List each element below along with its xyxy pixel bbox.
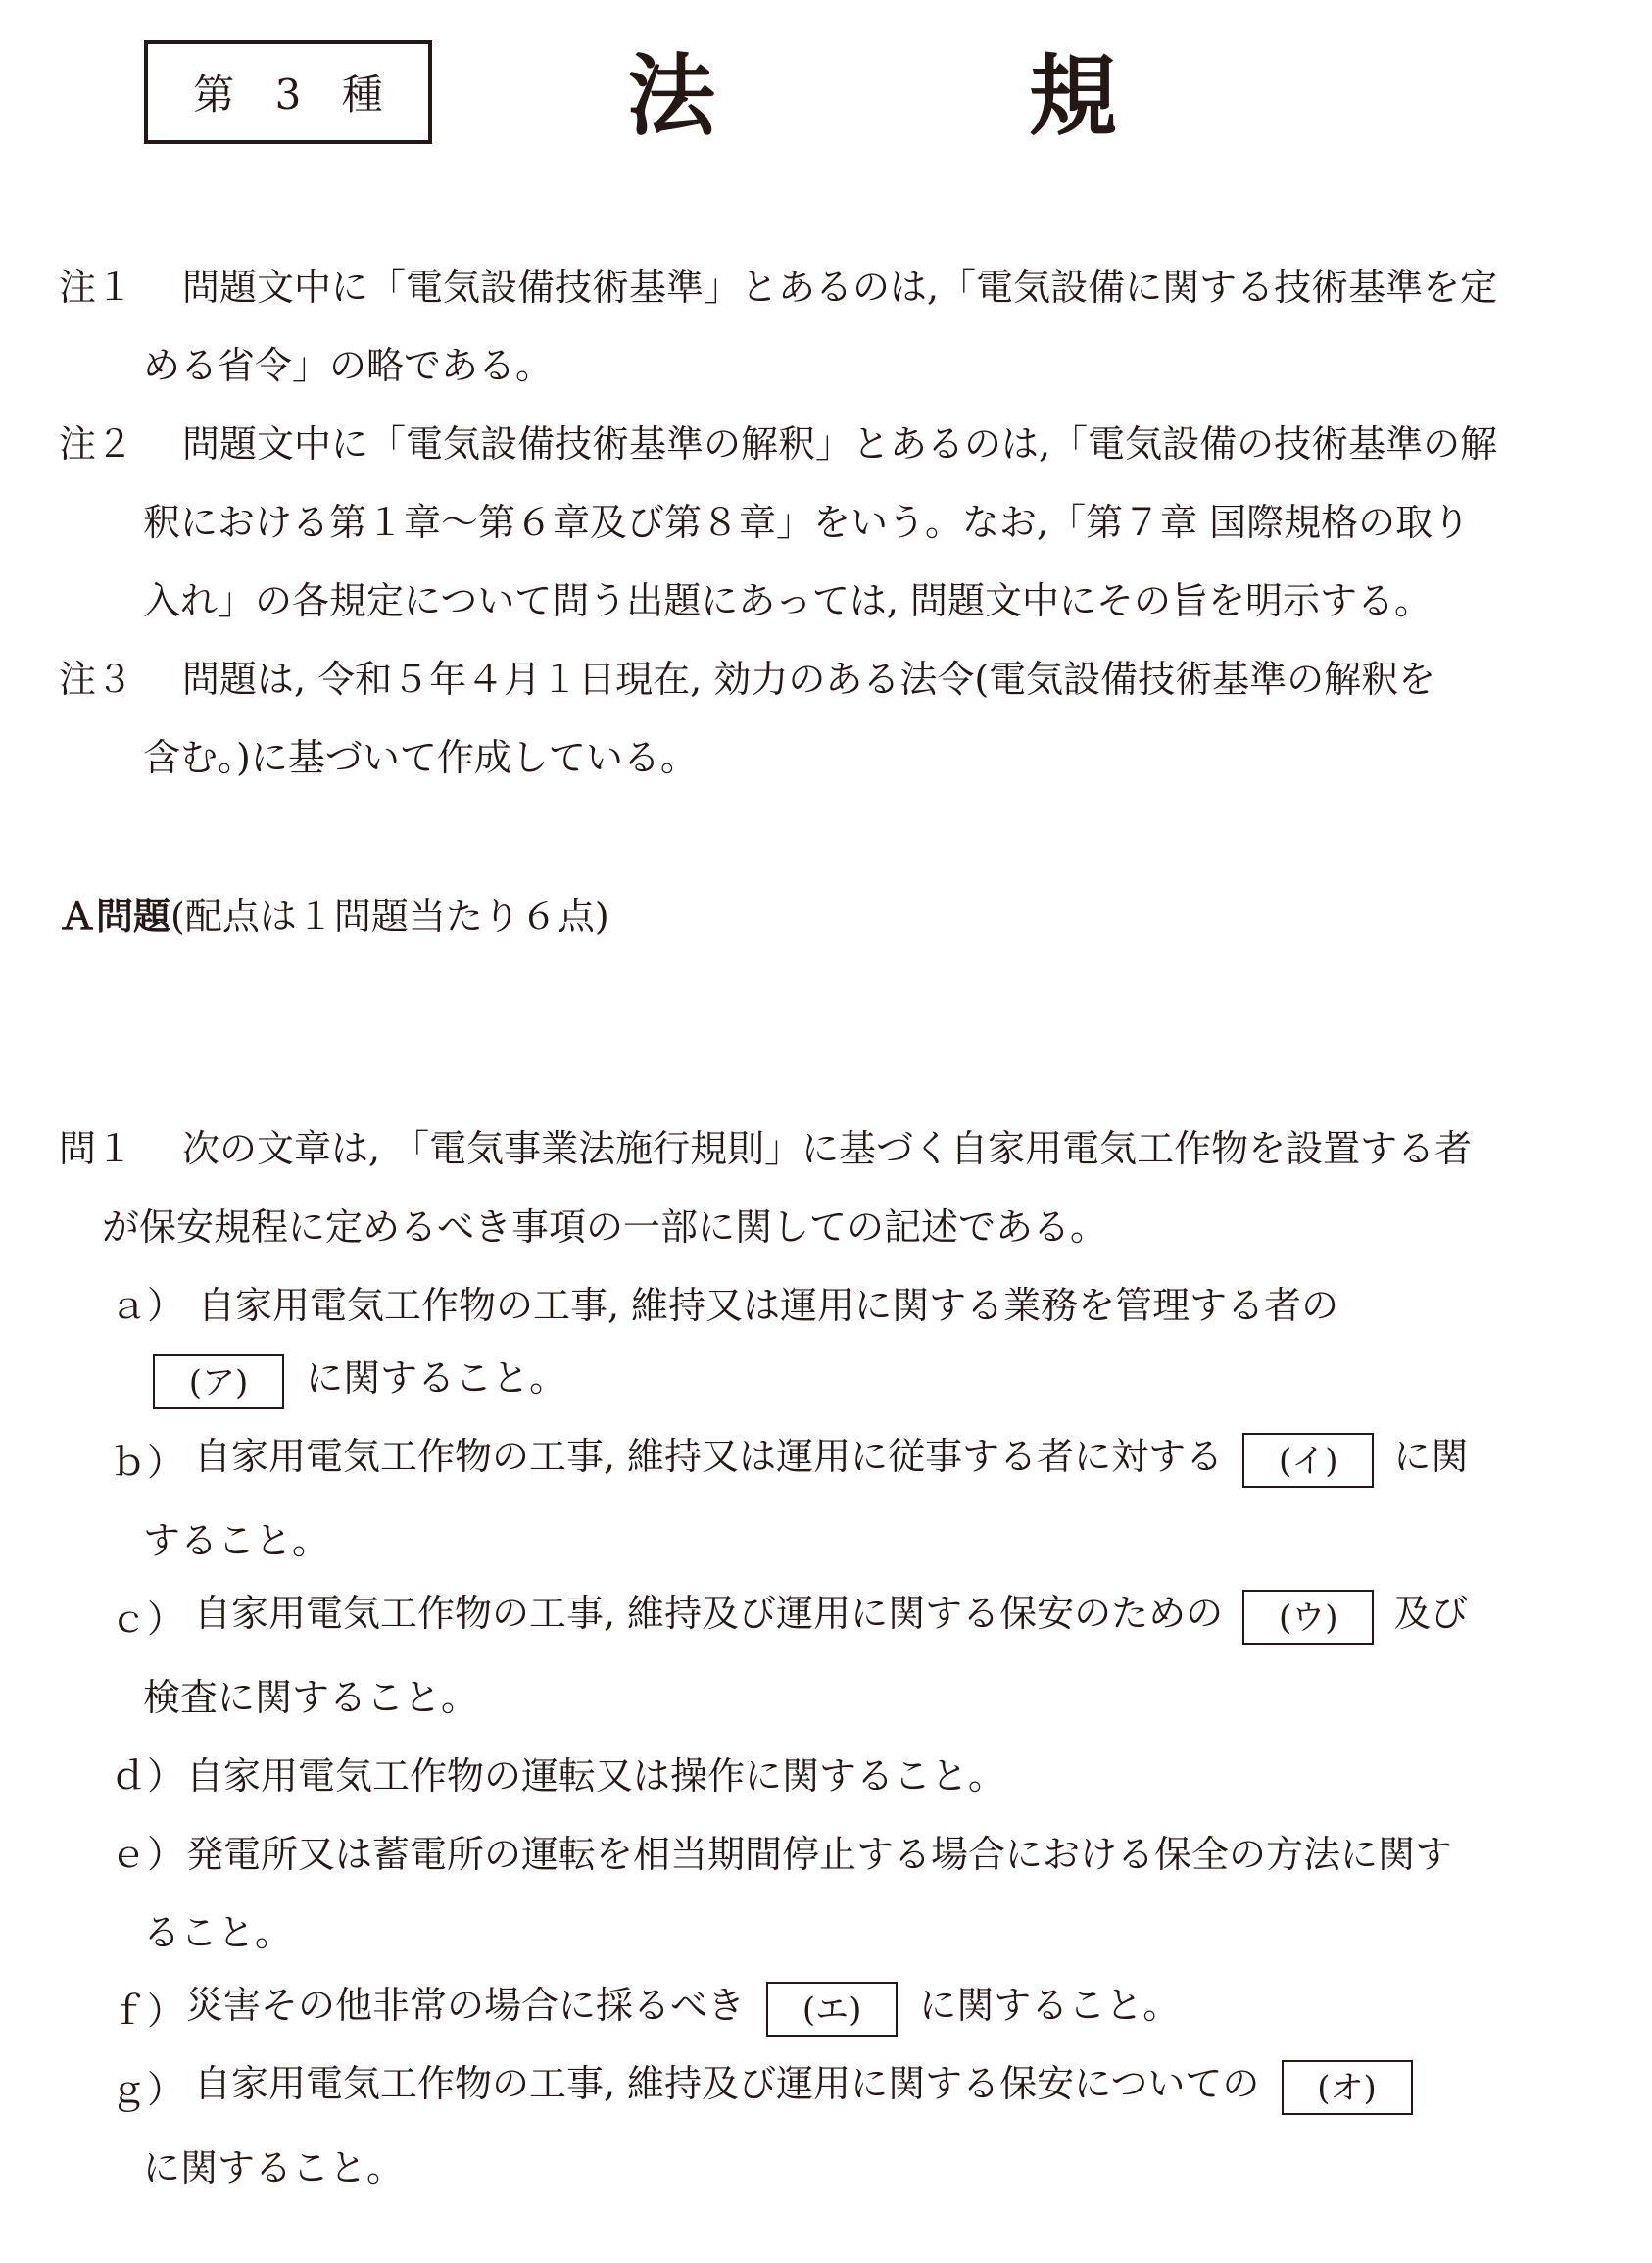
item-b-line-1-text: 自家用電気工作物の工事, 維持又は運用に従事する者に対する (194, 1435, 1224, 1478)
item-g-line-1 (194, 2059, 1413, 2115)
question-1-label: 問１ (59, 1127, 134, 1170)
note-1-line-2: める省令」の略である。 (143, 344, 554, 387)
section-heading-bold: Ａ問題 (59, 895, 171, 938)
blank-e: (エ) (766, 1982, 898, 2037)
question-1-line-1: 次の文章は, 「電気事業法施行規則」に基づく自家用電気工作物を設置する者 (182, 1127, 1473, 1170)
note-2-line-2: 釈における第１章～第６章及び第８章」をいう。なお,「第７章 国際規格の取り (143, 501, 1471, 544)
note-3-line-2: 含む。)に基づいて作成している。 (143, 736, 698, 779)
grade-box (144, 40, 432, 144)
item-b-label: ｂ） (110, 1441, 185, 1484)
note-1-line-1: 問題文中に「電気設備技術基準」とあるのは,「電気設備に関する技術基準を定 (182, 266, 1498, 309)
item-e-line-2: ること。 (143, 1911, 293, 1954)
page-title (627, 43, 1117, 151)
item-c-line-1 (194, 1589, 1468, 1645)
question-1-line-2: が保安規程に定めるべき事項の一部に関しての記述である。 (102, 1205, 1108, 1249)
title-char-1: 法 (627, 45, 715, 148)
item-c-line-2: 検査に関すること。 (143, 1676, 479, 1719)
item-g-line-1-text: 自家用電気工作物の工事, 維持及び運用に関する保安についての (194, 2062, 1260, 2105)
item-b-line-1 (194, 1432, 1468, 1488)
item-b-line-1-after: に関 (1393, 1435, 1469, 1478)
item-c-label: ｃ） (110, 1598, 185, 1641)
item-g-line-2: に関すること。 (143, 2146, 405, 2189)
blank-u: (ウ) (1242, 1590, 1374, 1645)
item-a-line-2 (153, 1353, 566, 1409)
note-3-label: 注３ (59, 658, 134, 701)
item-c-line-1-text: 自家用電気工作物の工事, 維持及び運用に関する保安のための (194, 1592, 1224, 1635)
blank-i: (イ) (1242, 1433, 1374, 1488)
item-a-label: ａ） (110, 1284, 185, 1327)
item-f-line-1-after: に関すること。 (919, 1984, 1181, 2027)
item-d-label: ｄ） (110, 1754, 185, 1797)
section-heading (59, 892, 609, 941)
note-2-label: 注２ (59, 422, 134, 466)
section-heading-rest: (配点は１問題当たり６点) (170, 895, 609, 938)
blank-a: (ア) (153, 1354, 284, 1409)
note-3-line-1: 問題は, 令和５年４月１日現在, 効力のある法令(電気設備技術基準の解釈を (182, 658, 1436, 701)
note-1-label: 注１ (59, 266, 134, 309)
title-char-2: 規 (1029, 45, 1117, 148)
item-a-line-1: 自家用電気工作物の工事, 維持又は運用に関する業務を管理する者の (198, 1284, 1339, 1327)
item-d-line-1: 自家用電気工作物の運転又は操作に関すること。 (186, 1754, 1006, 1797)
note-2-line-1: 問題文中に「電気設備技術基準の解釈」とあるのは,「電気設備の技術基準の解 (182, 422, 1498, 466)
blank-o: (オ) (1282, 2060, 1413, 2115)
item-e-label: ｅ） (110, 1833, 185, 1876)
item-f-line-1-text: 災害その他非常の場合に採るべき (186, 1984, 746, 2027)
item-f-label: ｆ） (110, 1990, 185, 2033)
item-a-line-2-text: に関すること。 (306, 1356, 567, 1400)
item-b-line-2: すること。 (143, 1519, 330, 1562)
grade-label: 第 3 種 (193, 71, 397, 119)
note-2-line-3: 入れ」の各規定について問う出題にあっては, 問題文中にその旨を明示する。 (143, 579, 1433, 622)
item-c-line-1-after: 及び (1393, 1592, 1469, 1635)
item-f-line-1 (186, 1981, 1180, 2037)
item-g-label: ｇ） (110, 2068, 185, 2111)
item-e-line-1: 発電所又は蓄電所の運転を相当期間停止する場合における保全の方法に関す (186, 1833, 1453, 1876)
